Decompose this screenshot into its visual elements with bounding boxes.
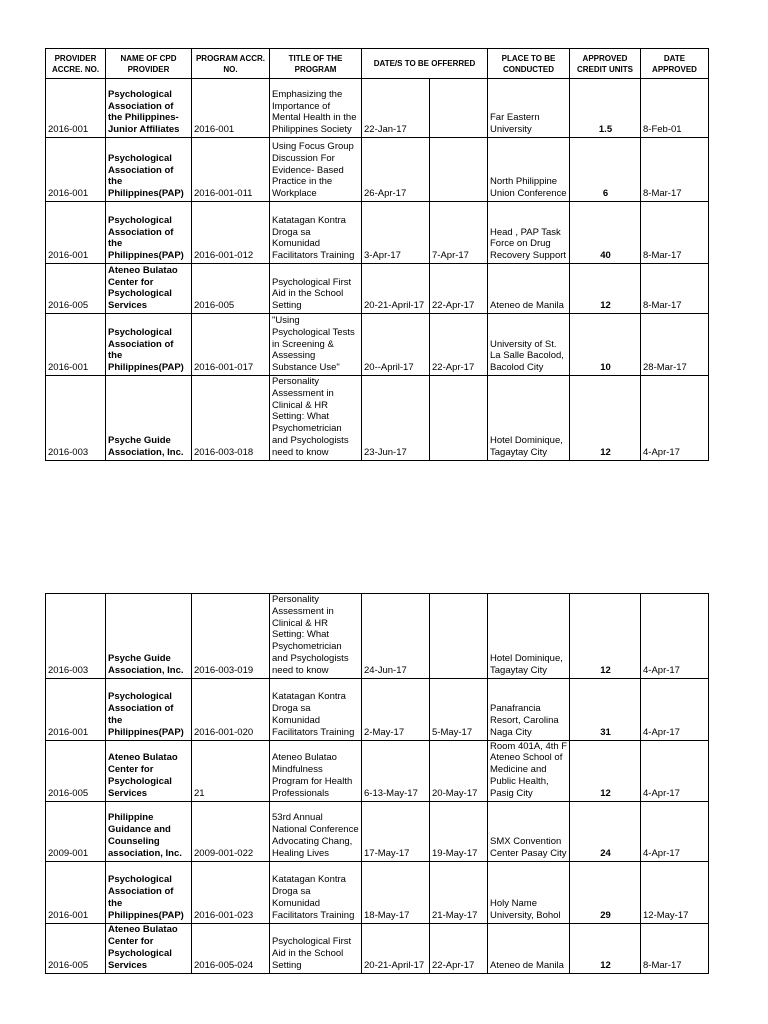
program-title-cell: 53rd Annual National Conference Advocating Chang, Healing Lives xyxy=(270,801,362,861)
credit-units-cell: 12 xyxy=(570,264,641,314)
header-provider-no: PROVIDER ACCRE. NO. xyxy=(46,49,106,79)
program-accre-no-cell: 2016-001-023 xyxy=(192,861,270,923)
date-start-cell: 20--April-17 xyxy=(362,314,430,376)
date-end-cell: 22-Apr-17 xyxy=(430,923,488,973)
date-approved-cell: 28-Mar-17 xyxy=(641,314,709,376)
header-place: PLACE TO BE CONDUCTED xyxy=(488,49,570,79)
program-title-cell: Emphasizing the Importance of Mental Health in the Philippines Society xyxy=(270,79,362,138)
date-start-cell: 18-May-17 xyxy=(362,861,430,923)
date-approved-cell: 8-Mar-17 xyxy=(641,923,709,973)
program-accre-no-cell: 21 xyxy=(192,740,270,801)
date-approved-cell: 8-Mar-17 xyxy=(641,138,709,202)
provider-accre-no-cell: 2016-005 xyxy=(46,923,106,973)
date-approved-cell: 4-Apr-17 xyxy=(641,740,709,801)
header-title: TITLE OF THE PROGRAM xyxy=(270,49,362,79)
date-end-cell: 19-May-17 xyxy=(430,801,488,861)
provider-name-cell: Psyche Guide Association, Inc. xyxy=(106,376,192,461)
program-title-cell: Ateneo Bulatao Mindfulness Program for Health Professionals xyxy=(270,740,362,801)
date-approved-cell: 4-Apr-17 xyxy=(641,801,709,861)
credit-units-cell: 12 xyxy=(570,376,641,461)
header-approved: DATE APPROVED xyxy=(641,49,709,79)
provider-accre-no-cell: 2016-005 xyxy=(46,740,106,801)
header-units: APPROVED CREDIT UNITS xyxy=(570,49,641,79)
credit-units-cell: 10 xyxy=(570,314,641,376)
date-start-cell: 6-13-May-17 xyxy=(362,740,430,801)
place-cell: Hotel Dominique, Tagaytay City xyxy=(488,376,570,461)
table-row xyxy=(46,264,709,314)
provider-accre-no-cell: 2016-003 xyxy=(46,376,106,461)
program-accre-no-cell: 2016-001-012 xyxy=(192,202,270,264)
provider-accre-no-cell: 2016-001 xyxy=(46,314,106,376)
table-row xyxy=(46,801,709,861)
program-title-cell: Psychological First Aid in the School Setting xyxy=(270,923,362,973)
table-row xyxy=(46,202,709,264)
provider-accre-no-cell: 2016-001 xyxy=(46,861,106,923)
provider-name-cell: Psychological Association of the Philippines(PAP) xyxy=(106,202,192,264)
provider-name-cell: Psychological Association of the Philippines(PAP) xyxy=(106,138,192,202)
credit-units-cell: 12 xyxy=(570,923,641,973)
place-cell: Head , PAP Task Force on Drug Recovery Support xyxy=(488,202,570,264)
credit-units-cell: 31 xyxy=(570,678,641,740)
program-accre-no-cell: 2016-001-011 xyxy=(192,138,270,202)
date-end-cell: 20-May-17 xyxy=(430,740,488,801)
place-cell: SMX Convention Center Pasay City xyxy=(488,801,570,861)
program-title-cell: Personality Assessment in Clinical & HR Setting: What Psychometrician and Psychologists need to know xyxy=(270,376,362,461)
program-accre-no-cell: 2016-003-019 xyxy=(192,594,270,679)
provider-name-cell: Psychological Association of the Philippines(PAP) xyxy=(106,861,192,923)
date-approved-cell: 4-Apr-17 xyxy=(641,594,709,679)
date-approved-cell: 8-Feb-01 xyxy=(641,79,709,138)
date-end-cell xyxy=(430,594,488,679)
place-cell: Room 401A, 4th F Ateneo School of Medicine and Public Health, Pasig City xyxy=(488,740,570,801)
provider-accre-no-cell: 2009-001 xyxy=(46,801,106,861)
date-end-cell: 22-Apr-17 xyxy=(430,264,488,314)
program-accre-no-cell: 2016-001-020 xyxy=(192,678,270,740)
provider-name-cell: Ateneo Bulatao Center for Psychological Services xyxy=(106,740,192,801)
provider-accre-no-cell: 2016-001 xyxy=(46,202,106,264)
table-row xyxy=(46,314,709,376)
place-cell: Hotel Dominique, Tagaytay City xyxy=(488,594,570,679)
provider-name-cell: Psyche Guide Association, Inc. xyxy=(106,594,192,679)
table-row xyxy=(46,861,709,923)
date-end-cell: 21-May-17 xyxy=(430,861,488,923)
cpd-table-1 xyxy=(45,48,709,461)
place-cell: Far Eastern University xyxy=(488,79,570,138)
date-end-cell xyxy=(430,79,488,138)
place-cell: Ateneo de Manila xyxy=(488,923,570,973)
date-start-cell: 26-Apr-17 xyxy=(362,138,430,202)
provider-name-cell: Ateneo Bulatao Center for Psychological Services xyxy=(106,923,192,973)
provider-name-cell: Psychological Association of the Philippines(PAP) xyxy=(106,314,192,376)
date-end-cell: 22-Apr-17 xyxy=(430,314,488,376)
header-dates: DATE/S TO BE OFFERRED xyxy=(362,49,488,79)
date-approved-cell: 4-Apr-17 xyxy=(641,678,709,740)
place-cell: North Philippine Union Conference xyxy=(488,138,570,202)
program-title-cell: Psychological First Aid in the School Setting xyxy=(270,264,362,314)
table-row xyxy=(46,79,709,138)
program-accre-no-cell: 2016-001 xyxy=(192,79,270,138)
program-accre-no-cell: 2016-005-024 xyxy=(192,923,270,973)
date-approved-cell: 8-Mar-17 xyxy=(641,264,709,314)
provider-accre-no-cell: 2016-003 xyxy=(46,594,106,679)
program-accre-no-cell: 2016-005 xyxy=(192,264,270,314)
provider-accre-no-cell: 2016-001 xyxy=(46,138,106,202)
program-title-cell: "Using Psychological Tests in Screening & Assessing Substance Use" xyxy=(270,314,362,376)
date-start-cell: 17-May-17 xyxy=(362,801,430,861)
place-cell: Holy Name University, Bohol xyxy=(488,861,570,923)
provider-name-cell: Psychological Association of the Philippines- Junior Affiliates xyxy=(106,79,192,138)
provider-name-cell: Philippine Guidance and Counseling association, Inc. xyxy=(106,801,192,861)
place-cell: Ateneo de Manila xyxy=(488,264,570,314)
table-row xyxy=(46,740,709,801)
credit-units-cell: 29 xyxy=(570,861,641,923)
header-program-no: PROGRAM ACCR. NO. xyxy=(192,49,270,79)
credit-units-cell: 12 xyxy=(570,740,641,801)
date-start-cell: 23-Jun-17 xyxy=(362,376,430,461)
table-row xyxy=(46,138,709,202)
provider-name-cell: Psychological Association of the Philippines(PAP) xyxy=(106,678,192,740)
provider-name-cell: Ateneo Bulatao Center for Psychological Services xyxy=(106,264,192,314)
table-row xyxy=(46,678,709,740)
program-title-cell: Personality Assessment in Clinical & HR Setting: What Psychometrician and Psychologists need to know xyxy=(270,594,362,679)
provider-accre-no-cell: 2016-001 xyxy=(46,79,106,138)
table-row xyxy=(46,594,709,679)
date-end-cell xyxy=(430,138,488,202)
credit-units-cell: 6 xyxy=(570,138,641,202)
credit-units-cell: 12 xyxy=(570,594,641,679)
date-start-cell: 2-May-17 xyxy=(362,678,430,740)
cpd-table-2 xyxy=(45,593,709,974)
date-approved-cell: 12-May-17 xyxy=(641,861,709,923)
program-title-cell: Using Focus Group Discussion For Evidence- Based Practice in the Workplace xyxy=(270,138,362,202)
date-approved-cell: 4-Apr-17 xyxy=(641,376,709,461)
credit-units-cell: 40 xyxy=(570,202,641,264)
program-accre-no-cell: 2016-001-017 xyxy=(192,314,270,376)
credit-units-cell: 24 xyxy=(570,801,641,861)
date-start-cell: 22-Jan-17 xyxy=(362,79,430,138)
header-row xyxy=(46,49,709,79)
table-row xyxy=(46,376,709,461)
date-end-cell: 5-May-17 xyxy=(430,678,488,740)
program-title-cell: Katatagan Kontra Droga sa Komunidad Facilitators Training xyxy=(270,678,362,740)
date-start-cell: 20-21-April-17 xyxy=(362,264,430,314)
program-accre-no-cell: 2009-001-022 xyxy=(192,801,270,861)
program-title-cell: Katatagan Kontra Droga sa Komunidad Facilitators Training xyxy=(270,861,362,923)
provider-accre-no-cell: 2016-005 xyxy=(46,264,106,314)
date-end-cell: 7-Apr-17 xyxy=(430,202,488,264)
program-accre-no-cell: 2016-003-018 xyxy=(192,376,270,461)
date-start-cell: 24-Jun-17 xyxy=(362,594,430,679)
provider-accre-no-cell: 2016-001 xyxy=(46,678,106,740)
date-start-cell: 3-Apr-17 xyxy=(362,202,430,264)
table-row xyxy=(46,923,709,973)
date-start-cell: 20-21-April-17 xyxy=(362,923,430,973)
program-title-cell: Katatagan Kontra Droga sa Komunidad Facilitators Training xyxy=(270,202,362,264)
place-cell: University of St. La Salle Bacolod, Bacolod City xyxy=(488,314,570,376)
credit-units-cell: 1.5 xyxy=(570,79,641,138)
date-approved-cell: 8-Mar-17 xyxy=(641,202,709,264)
date-end-cell xyxy=(430,376,488,461)
place-cell: Panafrancia Resort, Carolina Naga City xyxy=(488,678,570,740)
header-provider-name: NAME OF CPD PROVIDER xyxy=(106,49,192,79)
